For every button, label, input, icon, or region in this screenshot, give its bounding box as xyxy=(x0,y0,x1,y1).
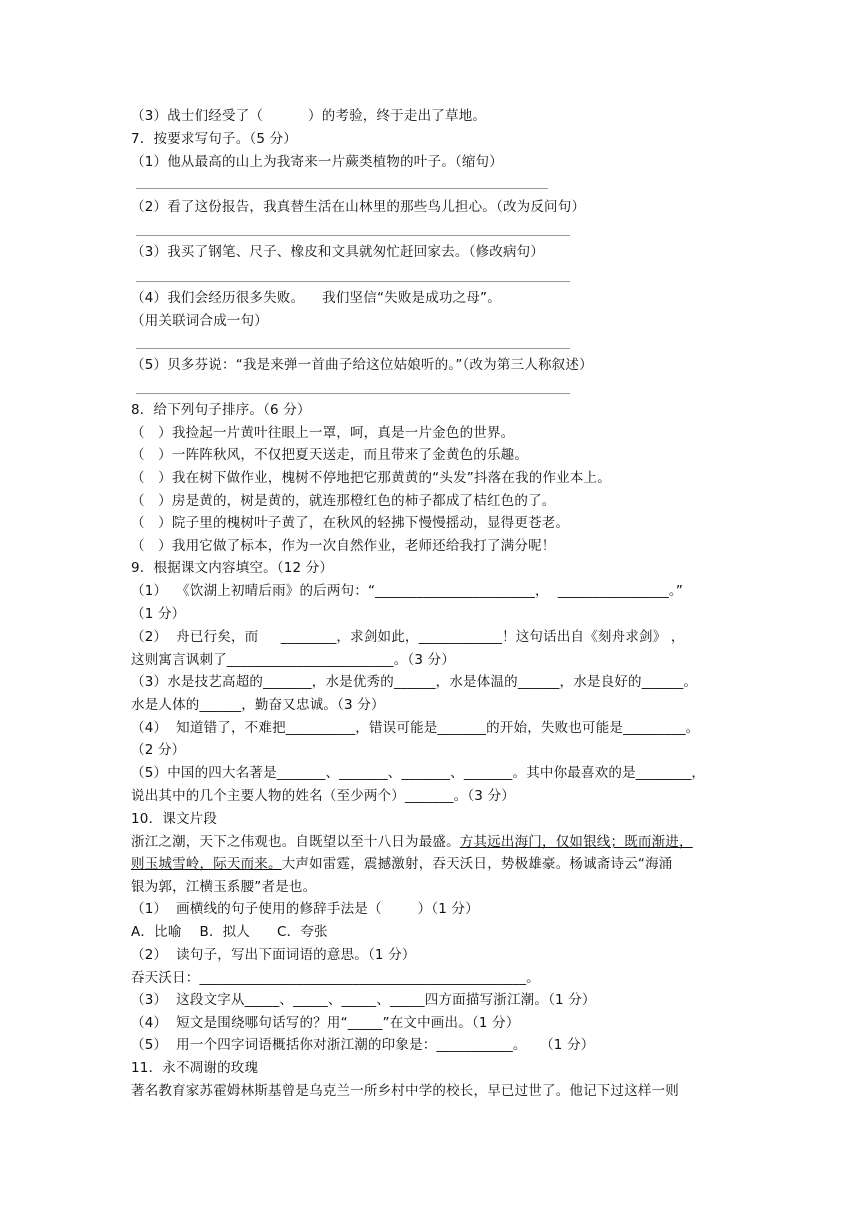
q10-item-2: （2） 读句子，写出下面词语的意思。（1 分） xyxy=(131,947,416,963)
q11-heading: 11．永不凋谢的玫瑰 xyxy=(131,1060,259,1076)
q9-item-3-cont: 水是人体的______，勤奋又忠诚。（3 分） xyxy=(131,697,385,713)
q8-sentence: （ ）一阵阵秋风，不仅把夏天送走，而且带来了金黄色的乐趣。 xyxy=(131,447,529,463)
q7-item-5: （5）贝多芬说：“我是来弹一首曲子给这位姑娘听的。”（改为第三人称叙述） xyxy=(131,357,593,373)
q7-item-4: （4）我们会经历很多失败。 我们坚信“失败是成功之母”。 xyxy=(131,290,501,306)
q9-item-1: （1） 《饮湖上初晴后雨》的后两句：“_______________________， ________________。” xyxy=(131,583,684,599)
q9-item-1-score: （1 分） xyxy=(131,606,186,622)
q11-passage-line: 著名教育家苏霍姆林斯基曾是乌克兰一所乡村中学的校长，早已过世了。他记下过这样一则 xyxy=(131,1083,679,1099)
answer-line[interactable] xyxy=(136,393,570,394)
q10-item-3: （3） 这段文字从_____、_____、_____、_____四方面描写浙江潮。（1 分） xyxy=(131,992,596,1008)
q7-heading: 7．按要求写句子。（5 分） xyxy=(131,131,298,147)
q10-item-5: （5） 用一个四字词语概括你对浙江潮的印象是：___________。 （1 分） xyxy=(131,1037,595,1053)
answer-line[interactable] xyxy=(136,281,570,282)
q8-sentence: （ ）我在树下做作业，槐树不停地把它那黄黄的“头发”抖落在我的作业本上。 xyxy=(131,470,611,486)
q9-item-2-cont: 这则寓言讽刺了________________________。（3 分） xyxy=(131,652,456,668)
q9-heading: 9．根据课文内容填空。（12 分） xyxy=(131,560,334,576)
q10-passage-line: 银为郭，江横玉系腰”者是也。 xyxy=(131,879,317,895)
passage-text: 大声如雷霆，震撼激射，吞天沃日，势极雄豪。杨诚斋诗云“海涌 xyxy=(281,856,673,872)
q8-sentence: （ ）我用它做了标本，作为一次自然作业，老师还给我打了满分呢！ xyxy=(131,538,556,554)
q8-sentence: （ ）院子里的槐树叶子黄了，在秋风的轻拂下慢慢摇动，显得更苍老。 xyxy=(131,515,570,531)
q7-item-2: （2）看了这份报告，我真替生活在山林里的那些鸟儿担心。（改为反问句） xyxy=(131,199,586,215)
q7-item-3: （3）我买了钢笔、尺子、橡皮和文具就匆忙赶回家去。（修改病句） xyxy=(131,244,545,260)
q9-item-4: （4） 知道错了，不难把__________，错误可能是_______的开始，失败也可能是_________。 xyxy=(131,720,700,736)
q9-item-5: （5）中国的四大名著是_______、_______、_______、_______。其中你最喜欢的是________， xyxy=(131,765,706,781)
q6-item-3: （3）战士们经受了（ ）的考验，终于走出了草地。 xyxy=(131,108,487,124)
q10-passage-line xyxy=(131,833,693,851)
passage-text: 浙江之潮，天下之伟观也。自既望以至十八日为最盛。 xyxy=(131,834,460,850)
q9-item-5-cont: 说出其中的几个主要人物的姓名（至少两个）_______。（3 分） xyxy=(131,788,515,804)
answer-line[interactable] xyxy=(136,348,570,349)
q7-item-1: （1）他从最高的山上为我寄来一片蕨类植物的叶子。（缩句） xyxy=(131,154,503,170)
underlined-sentence: 方其远出海门，仅如银线；既而渐进， xyxy=(459,834,693,850)
answer-line[interactable] xyxy=(136,235,570,236)
q7-item-4-note: （用关联词合成一句） xyxy=(131,313,268,329)
q10-heading: 10．课文片段 xyxy=(131,811,218,827)
underlined-sentence: 则玉城雪岭，际天而来。 xyxy=(131,856,282,872)
q9-item-2: （2） 舟已行矣，而 ________，求剑如此，____________！这句话出自《刻舟求剑》 ， xyxy=(131,629,685,645)
q8-sentence: （ ）我捡起一片黄叶往眼上一罩，呵，真是一片金色的世界。 xyxy=(131,425,515,441)
q10-item-4: （4） 短文是围绕哪句话写的？用“_____”在文中画出。（1 分） xyxy=(131,1015,520,1031)
answer-line[interactable] xyxy=(136,188,548,189)
q8-heading: 8．给下列句子排序。（6 分） xyxy=(131,402,311,418)
q8-sentence: （ ）房是黄的，树是黄的，就连那橙红色的柿子都成了桔红色的了。 xyxy=(131,493,556,509)
q10-item-1: （1） 画横线的句子使用的修辞手法是（ ）（1 分） xyxy=(131,901,479,917)
q10-passage-line xyxy=(131,855,673,873)
q9-item-4-score: （2 分） xyxy=(131,742,186,758)
q10-item-2-blank: 吞天沃日：_______________________________________________。 xyxy=(131,970,540,986)
q10-item-1-options: A．比喻 B．拟人 C．夸张 xyxy=(131,924,328,940)
q9-item-3: （3）水是技艺高超的_______，水是优秀的______，水是体温的______，水是良好的______。 xyxy=(131,674,698,690)
